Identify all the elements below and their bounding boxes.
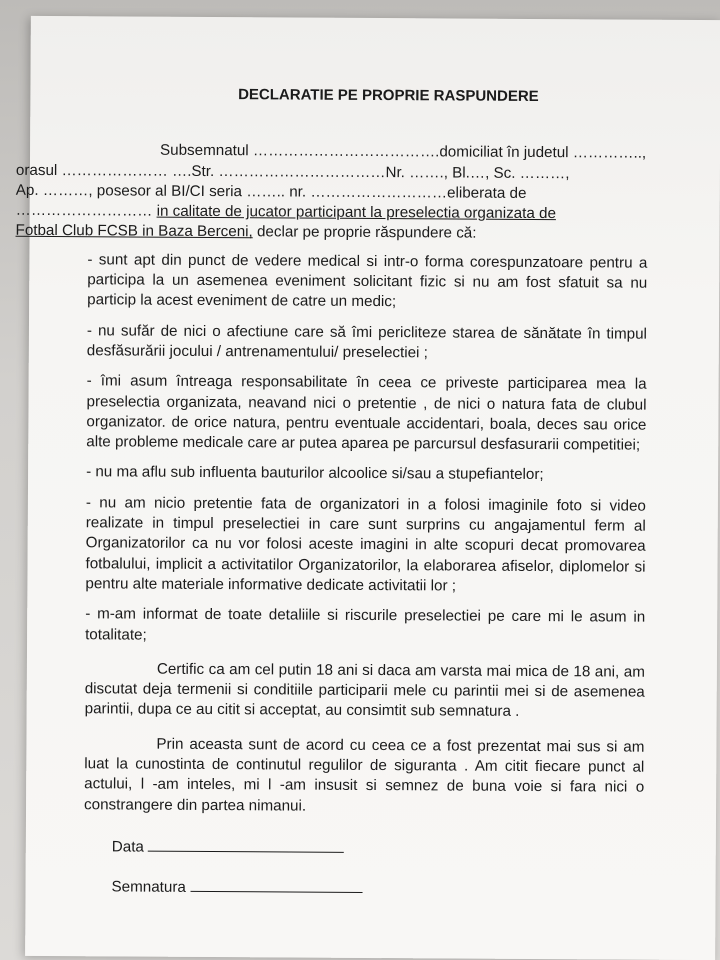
signature-label: Semnatura [111, 878, 186, 897]
document-title: DECLARATIE PE PROPRIE RASPUNDERE [238, 86, 539, 106]
clause-2: - nu sufăr de nici o afectiune care să îmi pericliteze starea de sănătate în timpul desfăsurării jocului / antrenamentului/ preselectiei ; [86, 321, 647, 362]
date-field-line [148, 839, 344, 853]
clause-6: - m-am informat de toate detaliile si riscurile preselectiei pe care mi le asum in totalitate; [85, 605, 646, 644]
date-row [84, 837, 644, 861]
clause-3: - îmi asum întreaga responsabilitate în ceea ce priveste participarea mea la preselectia organizata, neavand nici o pretentie , de nici o natura fata de clubul organizator. de orice natura, pentru eventuale accidentari, boala, deces sau orice alte probleme medicale care ar putea aparea pe parcursul desfasurarii competitiei; [86, 372, 647, 454]
intro-line-2: orasul ………………… ….Str. ……………………………Nr. ……., Bl.…, Sc. ………, [15, 161, 570, 182]
intro-club-name: Fotbal Club FCSB in Baza Berceni, [15, 222, 253, 241]
intro-line-1: Subsemnatul ……………………………….domiciliat în judetul ………….., [160, 141, 647, 162]
certify-paragraph: Certific ca am cel putin 18 ani si daca am varsta mai mica de 18 ani, am discutat deja termenii si conditiile participarii mele cu parintii mei si de asemenea parintii, dupa ce au citit si acceptat, au consimtit sub semnatura . [84, 660, 645, 721]
intro-line-4-underlined: in calitate de jucator participant la preselectia organizata de [156, 202, 556, 223]
intro-line-5 [16, 222, 477, 242]
document-page [15, 16, 720, 960]
intro-line-4-dots: ……………………… [15, 201, 153, 220]
clause-4: - nu ma aflu sub influenta bauturilor alcoolice si/sau a stupefiantelor; [86, 463, 544, 484]
intro-line-3: Ap. ………, posesor al BI/CI seria …….. nr. ………………………eliberata de [15, 181, 527, 202]
intro-line-4 [16, 202, 556, 222]
signature-field-line [190, 879, 362, 893]
intro-declare: declar pe proprie răspundere că: [252, 223, 477, 243]
agreement-paragraph: Prin aceasta sunt de acord cu ceea ce a fost prezentat mai sus si am luat la cunostinta de continutul regulilor de siguranta . Am citit fiecare punct al actului, l -am inteles, mi l -am insusit si semnez de buna voie si fara nici o constrangere din partea nimanui. [84, 735, 645, 815]
signature-row [83, 877, 643, 901]
intro-paragraph [15, 141, 648, 246]
clause-5: - nu am nicio pretentie fata de organizatori in a folosi imaginile foto si video realizate in timpul preselectiei in care sunt surprins cu angajamentul ferm al Organizatorilor ca nu vor folosi aceste imagini in alte scopuri decat promovarea fotbalului, implicit a activitatilor Organizatorilor, la elaborarea afiselor, diplomelor si pentru alte materiale informative dedicate activitatii lor ; [85, 493, 646, 595]
date-label: Data [111, 838, 144, 856]
clause-1: - sunt apt din punct de vedere medical si intr-o forma corespunzatoare pentru a participa la un asemenea eveniment solicitant fizic si nu am fost sfatuit sa nu particip la acest eveniment de catre un medic; [87, 251, 648, 311]
document-body [15, 84, 648, 901]
